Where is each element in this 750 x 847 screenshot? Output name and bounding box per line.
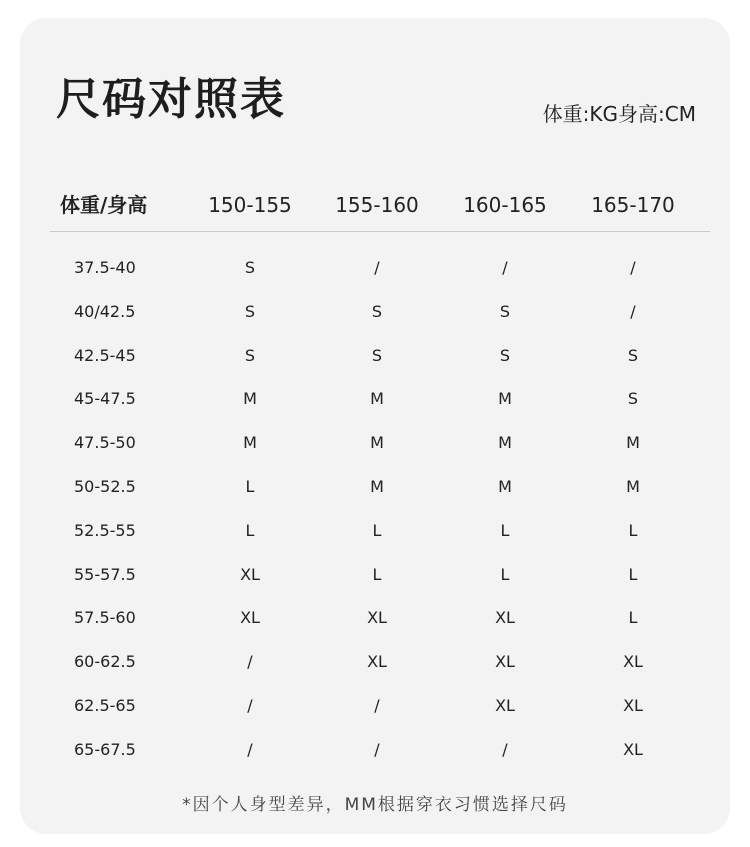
table-header xyxy=(20,190,730,220)
size-cell: XL xyxy=(623,739,643,759)
weight-range-cell: 47.5-50 xyxy=(74,433,136,453)
size-cell: XL xyxy=(367,608,387,628)
header-weight-height: 体重/身高 xyxy=(60,193,148,217)
size-cell: M xyxy=(370,476,384,496)
size-cell: XL xyxy=(495,695,515,715)
size-cell: / xyxy=(247,652,253,672)
footnote: *因个人身型差异，MM根据穿衣习惯选择尺码 xyxy=(182,795,568,815)
size-cell: S xyxy=(371,345,383,365)
size-cell: / xyxy=(247,739,253,759)
size-cell: L xyxy=(628,608,638,628)
weight-range-cell: 45-47.5 xyxy=(74,389,136,409)
size-chart-card xyxy=(20,18,730,834)
size-cell: L xyxy=(245,520,255,540)
weight-range-cell: 57.5-60 xyxy=(74,608,136,628)
size-cell: L xyxy=(628,564,638,584)
size-cell: / xyxy=(630,258,636,277)
weight-range-cell: 62.5-65 xyxy=(74,695,136,715)
table-row xyxy=(20,555,730,599)
size-cell: S xyxy=(371,301,383,321)
size-cell: M xyxy=(498,389,512,409)
size-cell: / xyxy=(247,695,253,715)
size-cell: S xyxy=(244,301,256,321)
size-cell: XL xyxy=(495,608,515,628)
size-cell: L xyxy=(500,520,510,540)
weight-range-cell: 50-52.5 xyxy=(74,476,136,496)
size-cell: / xyxy=(374,695,380,715)
header-height-150-155: 150-155 xyxy=(208,193,292,217)
table-row xyxy=(20,423,730,467)
weight-range-cell: 40/42.5 xyxy=(74,301,136,321)
table-row xyxy=(20,511,730,555)
page-title: 尺码对照表 xyxy=(56,74,286,125)
size-cell: S xyxy=(627,389,639,409)
header-height-160-165: 160-165 xyxy=(463,193,547,217)
weight-range-cell: 65-67.5 xyxy=(74,739,136,759)
size-cell: S xyxy=(244,345,256,365)
size-cell: / xyxy=(502,258,508,277)
size-cell: / xyxy=(502,739,508,759)
size-cell: L xyxy=(372,520,382,540)
table-row xyxy=(20,598,730,642)
table-row xyxy=(20,467,730,511)
size-cell: S xyxy=(627,345,639,365)
size-cell: XL xyxy=(240,564,260,584)
header-height-165-170: 165-170 xyxy=(591,193,675,217)
size-cell: L xyxy=(372,564,382,584)
weight-range-cell: 52.5-55 xyxy=(74,520,136,540)
table-row xyxy=(20,336,730,380)
size-cell: XL xyxy=(623,695,643,715)
size-cell: / xyxy=(374,739,380,759)
header-divider xyxy=(50,231,710,232)
size-cell: M xyxy=(498,476,512,496)
table-row xyxy=(20,379,730,423)
unit-note: 体重:KG身高:CM xyxy=(542,102,696,126)
size-cell: S xyxy=(499,345,511,365)
size-cell: M xyxy=(370,433,384,453)
size-cell: L xyxy=(500,564,510,584)
size-cell: S xyxy=(499,301,511,321)
size-cell: S xyxy=(244,258,256,277)
weight-range-cell: 60-62.5 xyxy=(74,652,136,672)
weight-range-cell: 37.5-40 xyxy=(74,258,136,277)
table-row xyxy=(20,686,730,730)
size-cell: / xyxy=(630,301,636,321)
size-cell: M xyxy=(370,389,384,409)
size-cell: L xyxy=(245,476,255,496)
size-cell: M xyxy=(626,476,640,496)
size-cell: XL xyxy=(495,652,515,672)
table-row xyxy=(20,292,730,336)
size-cell: M xyxy=(243,433,257,453)
size-cell: M xyxy=(243,389,257,409)
size-cell: M xyxy=(626,433,640,453)
table-row xyxy=(20,730,730,774)
table-row xyxy=(20,642,730,686)
size-cell: XL xyxy=(623,652,643,672)
size-cell: XL xyxy=(240,608,260,628)
size-cell: L xyxy=(628,520,638,540)
weight-range-cell: 55-57.5 xyxy=(74,564,136,584)
table-row xyxy=(20,248,730,292)
header-height-155-160: 155-160 xyxy=(335,193,419,217)
size-cell: M xyxy=(498,433,512,453)
size-cell: / xyxy=(374,258,380,277)
table-body xyxy=(20,248,730,774)
weight-range-cell: 42.5-45 xyxy=(74,345,136,365)
size-cell: XL xyxy=(367,652,387,672)
